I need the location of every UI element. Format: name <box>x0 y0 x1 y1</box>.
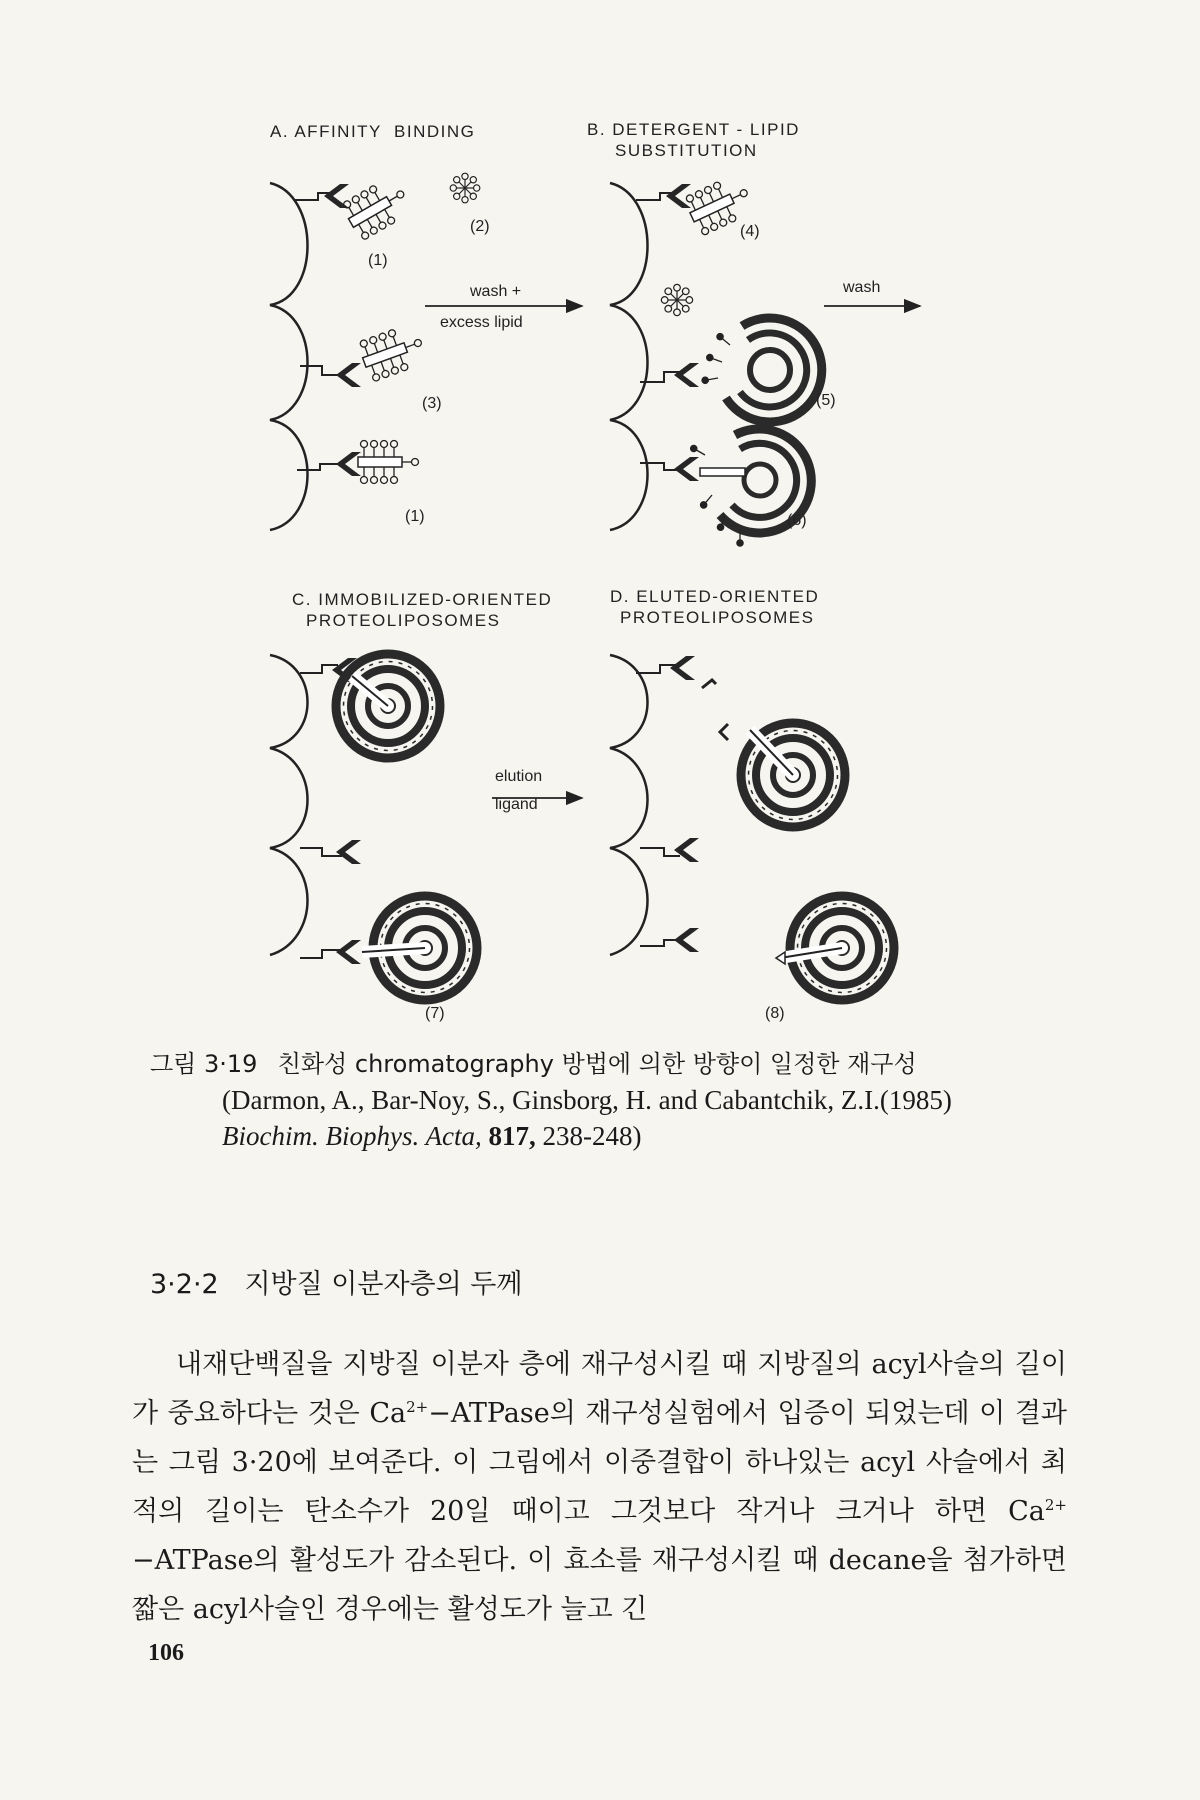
caption-citation: (Darmon, A., Bar-Noy, S., Ginsborg, H. and Cabantchik, Z.I.(1985) <box>222 1085 952 1115</box>
section-number: 3·2·2 <box>150 1269 219 1300</box>
body-sup-2: 2+ <box>1044 1496 1067 1514</box>
body-text-1: 내재단백질을 지방질 이분자 층에 재구성시킬 때 지방질의 acyl사슬의 길이가 중요하다는 것은 Ca <box>132 1349 1067 1429</box>
caption-journal: Biochim. Biophys. Acta, <box>222 1121 482 1151</box>
caption-pages: 238-248) <box>542 1121 642 1151</box>
arrow-label-wash-plus: wash + <box>470 283 522 300</box>
label-1-top: (1) <box>368 252 388 269</box>
label-7: (7) <box>425 1005 445 1022</box>
arrow-label-wash: wash <box>843 279 881 296</box>
panel-b-title-line1: B. DETERGENT - LIPID <box>587 120 800 139</box>
panel-b-title-line2: SUBSTITUTION <box>615 141 758 160</box>
body-text-3: −ATPase의 활성도가 감소된다. 이 효소를 재구성시킬 때 decane을 첨가하면 짧은 acyl사슬인 경우에는 활성도가 늘고 긴 <box>132 1545 1067 1625</box>
section-title: 지방질 이분자층의 두께 <box>244 1269 523 1300</box>
caption-volume: 817, <box>488 1121 536 1151</box>
label-2: (2) <box>470 218 490 235</box>
page-number: 106 <box>148 1640 184 1666</box>
label-1-bottom: (1) <box>405 508 425 525</box>
arrow-label-ligand: ligand <box>495 796 538 813</box>
panel-d-title-line1: D. ELUTED-ORIENTED <box>610 587 820 606</box>
panel-c-title-line1: C. IMMOBILIZED-ORIENTED <box>292 590 553 609</box>
panel-c-title-line2: PROTEOLIPOSOMES <box>306 611 501 630</box>
body-text-2: −ATPase의 재구성실험에서 입증이 되었는데 이 결과는 그림 3·20에 보여준다. 이 그림에서 이중결합이 하나있는 acyl 사슬에서 최적의 길이는 탄소수가 20일 때이고 그것보다 작거나 크거나 하면 Ca <box>132 1398 1067 1527</box>
caption-title: 친화성 chromatography 방법에 의한 방향이 일정한 재구성 <box>277 1050 917 1078</box>
label-4: (4) <box>740 223 760 240</box>
caption-line-1 <box>150 1045 1060 1082</box>
caption-label: 그림 3·19 <box>150 1050 258 1078</box>
caption-journal-line <box>150 1118 1060 1154</box>
label-3: (3) <box>422 395 442 412</box>
arrow-label-elution: elution <box>495 768 543 785</box>
figure-caption <box>150 1045 1060 1154</box>
label-5: (5) <box>816 392 836 409</box>
panel-a-title: A. AFFINITY BINDING <box>270 122 476 141</box>
label-8: (8) <box>765 1005 785 1022</box>
panel-d-title-line2: PROTEOLIPOSOMES <box>620 608 815 627</box>
arrow-label-excess-lipid: excess lipid <box>440 314 523 331</box>
label-6: (6) <box>787 512 807 529</box>
body-paragraph <box>132 1340 1067 1634</box>
section-heading <box>150 1262 522 1301</box>
body-sup-1: 2+ <box>406 1398 429 1416</box>
